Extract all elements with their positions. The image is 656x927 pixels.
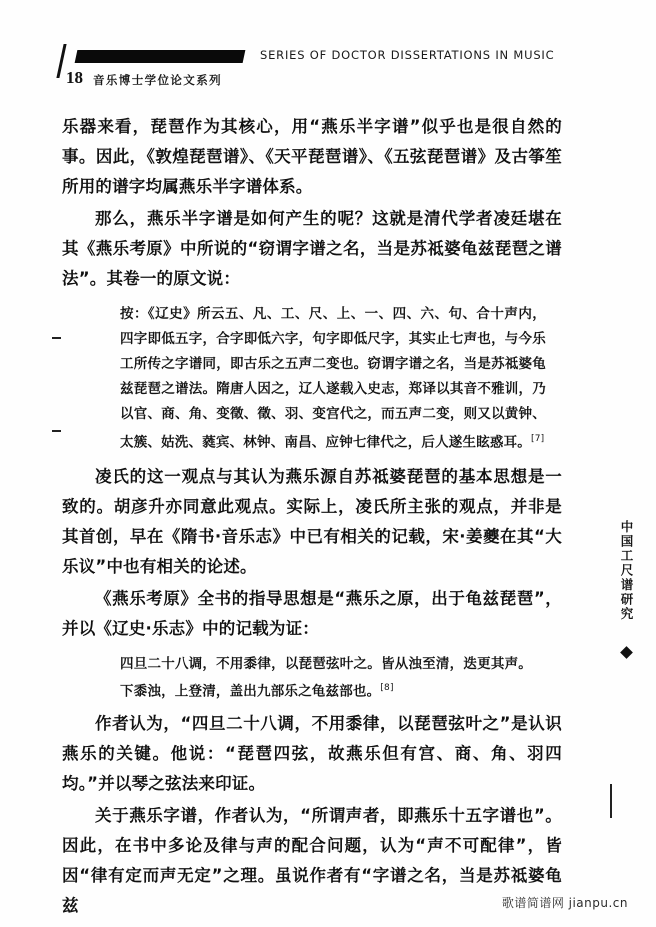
paragraph-6: 关于燕乐字谱，作者认为，“所谓声者，即燕乐十五字谱也”。因此，在书中多论及律与声的配合问题，认为“声不可配律”，皆因“律有定而声无定”之理。虽说作者有“字谱之名，当是苏祗婆龟兹 bbox=[62, 806, 562, 915]
quotation-block-1 bbox=[62, 302, 562, 456]
quotation-block-2 bbox=[62, 652, 562, 704]
series-title-cn: 音乐博士学位论文系列 bbox=[93, 73, 222, 87]
paragraph-1: 乐器来看，琵琶作为其核心，用“燕乐半字谱”似乎也是很自然的事。因此，《敦煌琵琶谱》、《天平琵琶谱》、《五弦琵琶谱》及古筝笙所用的谱字均属燕乐半字谱体系。 bbox=[62, 117, 562, 196]
diamond-ornament bbox=[620, 646, 633, 659]
footer-watermark bbox=[502, 894, 628, 911]
page-header bbox=[60, 44, 590, 88]
paragraph-5: 作者认为，“四旦二十八调，不用黍律，以琵琶弦叶之”是认识燕乐的关键。他说：“琵琶四弦，故燕乐但有宫、商、角、羽四均。”并以琴之弦法来印证。 bbox=[62, 714, 562, 793]
margin-tick-top bbox=[52, 337, 61, 339]
quotation-1-text: 按：《辽史》所云五、凡、工、尺、上、一、四、六、句、合十声内，四字即低五字，合字即低六字，句字即低尺字，其实止七声也，与今乐工所传之字谱同，即古乐之五声二变也。窃谓字谱之名，当是苏祗婆龟兹琵琶之谱法。隋唐人因之，辽人遂载入史志，郑译以其音不雅训，乃以官、商、角、变徵、徵、羽、变宫代之，而五声二变，则又以黄钟、太簇、姑洗、蕤宾、林钟、南昌、应钟七律代之，后人遂生眩惑耳。 bbox=[120, 306, 546, 451]
header-black-bar bbox=[75, 50, 246, 63]
margin-tick-right bbox=[610, 784, 612, 818]
footnote-marker-7: [7] bbox=[531, 434, 545, 444]
quotation-2-text: 四旦二十八调，不用黍律，以琵琶弦叶之。皆从浊至清，迭更其声。下黍浊，上登清，盖出九部乐之龟兹部也。 bbox=[120, 655, 532, 699]
footer-watermark-text: 歌谱简谱网 jianpu.cn bbox=[501, 896, 628, 910]
paragraph-3: 凌氏的这一观点与其认为燕乐源自苏祗婆琵琶的基本思想是一致的。胡彦升亦同意此观点。实际上，凌氏所主张的观点，并非是其首创，早在《隋书·音乐志》中已有相关的记载，宋·姜夔在其“大乐议”中也有相关的论述。 bbox=[62, 466, 562, 576]
series-title-en: SERIES OF DOCTOR DISSERTATIONS IN MUSIC bbox=[260, 48, 555, 62]
paragraph-2: 那么，燕乐半字谱是如何产生的呢？这就是清代学者凌廷堪在其《燕乐考原》中所说的“窃谓字谱之名，当是苏祗婆龟兹琵琶之谱法”。其卷一的原文说： bbox=[62, 209, 562, 288]
page-body bbox=[62, 112, 562, 923]
footnote-marker-8: [8] bbox=[380, 682, 394, 693]
margin-tick-middle bbox=[52, 430, 61, 432]
page-number: 18 bbox=[66, 68, 83, 87]
vertical-side-title: 中国工尺谱研究 bbox=[619, 520, 634, 622]
paragraph-4: 《燕乐考原》全书的指导思想是“燕乐之原，出于龟兹琵琶”，并以《辽史·乐志》中的记载为证： bbox=[62, 588, 562, 638]
